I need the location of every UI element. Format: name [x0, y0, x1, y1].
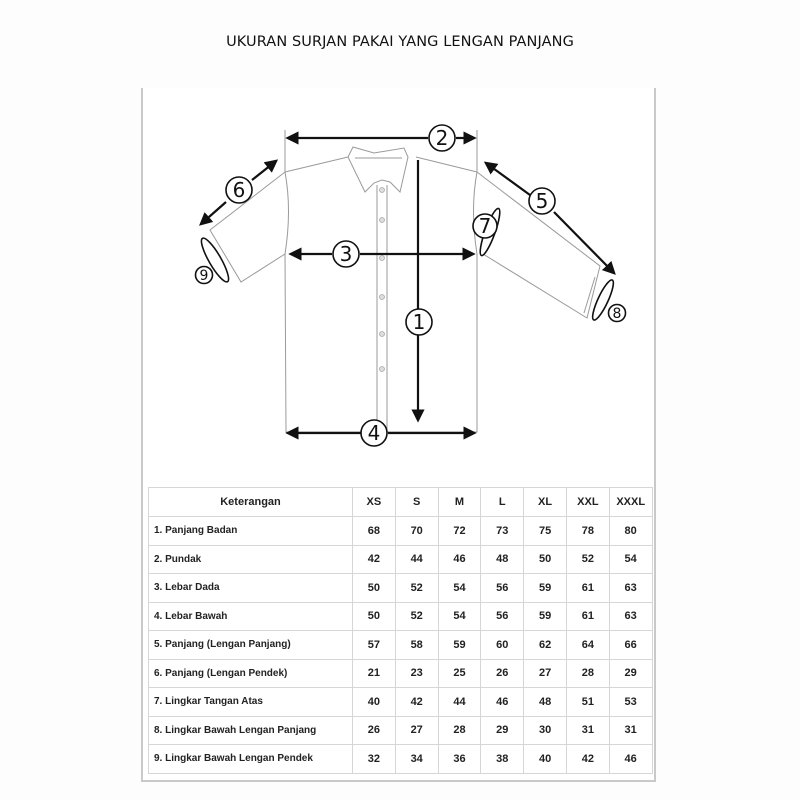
size-value: 72 — [438, 517, 481, 546]
header-size-xxl: XXL — [566, 488, 609, 517]
table-row — [149, 659, 653, 688]
svg-text:8: 8 — [612, 306, 622, 322]
header-size-l: L — [481, 488, 524, 517]
size-value: 51 — [566, 688, 609, 717]
marker-5 — [529, 188, 555, 214]
size-value: 31 — [566, 716, 609, 745]
size-value: 56 — [481, 574, 524, 603]
size-value: 52 — [566, 545, 609, 574]
size-value: 53 — [609, 688, 652, 717]
marker-6 — [226, 177, 252, 203]
header-keterangan: Keterangan — [149, 488, 353, 517]
size-value: 64 — [566, 631, 609, 660]
size-value: 58 — [395, 631, 438, 660]
size-value: 66 — [609, 631, 652, 660]
size-value: 63 — [609, 574, 652, 603]
header-size-xl: XL — [524, 488, 567, 517]
table-row — [149, 631, 653, 660]
size-value: 26 — [481, 659, 524, 688]
row-label: 5. Panjang (Lengan Panjang) — [149, 631, 353, 660]
size-value: 59 — [438, 631, 481, 660]
row-label: 8. Lingkar Bawah Lengan Panjang — [149, 716, 353, 745]
size-value: 21 — [353, 659, 396, 688]
size-value: 60 — [481, 631, 524, 660]
size-value: 52 — [395, 602, 438, 631]
size-value: 38 — [481, 745, 524, 774]
size-value: 42 — [566, 745, 609, 774]
size-value: 42 — [395, 688, 438, 717]
header-size-xs: XS — [353, 488, 396, 517]
size-value: 50 — [524, 545, 567, 574]
size-value: 36 — [438, 745, 481, 774]
size-value: 61 — [566, 574, 609, 603]
size-value: 44 — [438, 688, 481, 717]
shirt-diagram — [141, 88, 657, 478]
button-dots — [380, 188, 385, 372]
size-value: 40 — [524, 745, 567, 774]
marker-9 — [196, 267, 213, 285]
size-value: 31 — [609, 716, 652, 745]
svg-text:6: 6 — [232, 178, 246, 202]
size-value: 59 — [524, 574, 567, 603]
size-value: 54 — [609, 545, 652, 574]
row-label: 9. Lingkar Bawah Lengan Pendek — [149, 745, 353, 774]
size-value: 56 — [481, 602, 524, 631]
size-value: 48 — [524, 688, 567, 717]
size-value: 59 — [524, 602, 567, 631]
size-value: 78 — [566, 517, 609, 546]
table-row — [149, 545, 653, 574]
size-value: 28 — [566, 659, 609, 688]
size-value: 29 — [481, 716, 524, 745]
header-size-xxxl: XXXL — [609, 488, 652, 517]
svg-text:7: 7 — [478, 214, 492, 238]
size-value: 73 — [481, 517, 524, 546]
header-size-s: S — [395, 488, 438, 517]
row-label: 4. Lebar Bawah — [149, 602, 353, 631]
size-value: 63 — [609, 602, 652, 631]
row-label: 7. Lingkar Tangan Atas — [149, 688, 353, 717]
size-value: 50 — [353, 602, 396, 631]
marker-1 — [406, 309, 432, 335]
size-value: 68 — [353, 517, 396, 546]
size-value: 42 — [353, 545, 396, 574]
size-value: 27 — [395, 716, 438, 745]
size-value: 46 — [609, 745, 652, 774]
size-value: 50 — [353, 574, 396, 603]
page-title: UKURAN SURJAN PAKAI YANG LENGAN PANJANG — [226, 34, 574, 50]
svg-text:5: 5 — [535, 189, 549, 213]
size-value: 25 — [438, 659, 481, 688]
size-value: 30 — [524, 716, 567, 745]
table-header-row — [149, 488, 653, 517]
size-value: 52 — [395, 574, 438, 603]
size-value: 54 — [438, 574, 481, 603]
size-value: 70 — [395, 517, 438, 546]
size-value: 34 — [395, 745, 438, 774]
size-value: 27 — [524, 659, 567, 688]
table-row — [149, 688, 653, 717]
size-value: 61 — [566, 602, 609, 631]
size-value: 75 — [524, 517, 567, 546]
header-size-m: M — [438, 488, 481, 517]
size-chart-table — [148, 487, 653, 774]
size-value: 48 — [481, 545, 524, 574]
size-value: 57 — [353, 631, 396, 660]
size-value: 26 — [353, 716, 396, 745]
table-row — [149, 517, 653, 546]
svg-text:1: 1 — [412, 310, 426, 334]
size-value: 44 — [395, 545, 438, 574]
svg-text:4: 4 — [367, 421, 381, 445]
size-value: 40 — [353, 688, 396, 717]
size-value: 80 — [609, 517, 652, 546]
size-value: 23 — [395, 659, 438, 688]
table-row — [149, 745, 653, 774]
size-value: 28 — [438, 716, 481, 745]
size-value: 29 — [609, 659, 652, 688]
marker-2 — [429, 125, 455, 151]
size-value: 46 — [481, 688, 524, 717]
marker-7 — [473, 214, 497, 238]
svg-text:2: 2 — [435, 126, 449, 150]
row-label: 3. Lebar Dada — [149, 574, 353, 603]
size-value: 46 — [438, 545, 481, 574]
svg-text:3: 3 — [339, 242, 353, 266]
marker-4 — [361, 420, 387, 446]
size-value: 62 — [524, 631, 567, 660]
table-row — [149, 602, 653, 631]
marker-3 — [333, 241, 359, 267]
table-row — [149, 574, 653, 603]
row-label: 2. Pundak — [149, 545, 353, 574]
table-row — [149, 716, 653, 745]
svg-text:9: 9 — [199, 268, 209, 284]
size-value: 32 — [353, 745, 396, 774]
marker-8 — [609, 305, 626, 323]
row-label: 1. Panjang Badan — [149, 517, 353, 546]
size-value: 54 — [438, 602, 481, 631]
row-label: 6. Panjang (Lengan Pendek) — [149, 659, 353, 688]
